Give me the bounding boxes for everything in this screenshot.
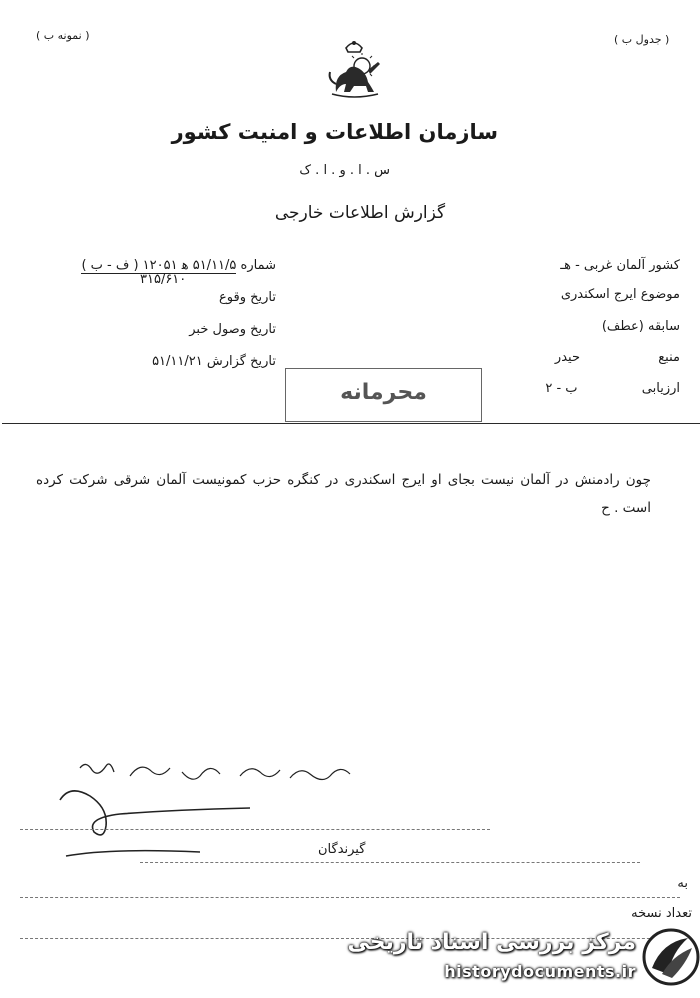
recipients-label: گیرندگان: [318, 842, 366, 857]
footer-dotted-line-1: [20, 829, 490, 830]
country-label: کشور: [649, 258, 680, 273]
archive-title: مرکز بررسی اسناد تاریخی: [347, 930, 636, 955]
archive-url: historydocuments.ir: [444, 962, 636, 981]
header-separator: [2, 423, 700, 424]
receipt-date-field: [189, 322, 276, 337]
subject-label: موضوع: [640, 287, 680, 302]
source-label: منبع: [658, 350, 680, 365]
subject-value: ایرج اسکندری: [560, 287, 637, 302]
number-label: شماره: [240, 258, 276, 273]
form-type-note: ( نمونه ب ): [36, 29, 90, 42]
occurrence-date-field: [219, 290, 276, 305]
source-value: حیدر: [554, 350, 580, 365]
handwritten-note: [110, 756, 360, 790]
source-field: [555, 350, 680, 365]
number-value: ۵۱/۱۱/۵ ه‍ ۱۲۰۵۱ ( ف - ب ): [81, 258, 237, 273]
report-date-label: تاریخ گزارش: [206, 354, 276, 369]
to-label: به: [677, 876, 688, 891]
copies-label: تعداد نسخه: [631, 906, 692, 921]
footer-dotted-line-2: [140, 862, 640, 863]
organization-abbreviation: س . ا . و . ا . ک: [299, 163, 390, 178]
confidential-stamp-text: محرمانه: [340, 380, 427, 405]
report-date-value: ۵۱/۱۱/۲۱: [152, 354, 203, 369]
receipt-date-label: تاریخ وصول خبر: [189, 322, 276, 337]
rating-label: ارزیابی: [641, 381, 680, 396]
rating-value: ب - ۲: [545, 381, 578, 396]
confidential-stamp: [285, 368, 482, 422]
report-body-text: چون رادمنش در آلمان نیست بجای او ایرج اسکندری در کنگره حزب کمونیست آلمان شرقی شرکت کرده است . ح: [36, 472, 651, 516]
archive-watermark: [347, 926, 700, 998]
subject-field: [561, 287, 680, 302]
reference-field: [602, 319, 680, 334]
rating-field: [545, 381, 680, 396]
reference-label: سابقه (عطف): [601, 319, 680, 334]
report-date-field: [152, 354, 276, 369]
country-value: آلمان غربی - هـ: [560, 258, 646, 273]
report-title: گزارش اطلاعات خارجی: [274, 203, 446, 223]
occurrence-date-label: تاریخ وقوع: [219, 290, 276, 305]
number-field: [81, 258, 276, 273]
footer-dotted-line-3: [20, 897, 680, 898]
table-type-note: ( جدول ب ): [614, 33, 670, 46]
organization-name: سازمان اطلاعات و امنیت کشور: [171, 120, 498, 144]
country-field: [560, 258, 680, 273]
secondary-number: ۳۱۵/۶۱۰: [140, 272, 187, 287]
lion-and-sun-emblem: [324, 36, 384, 102]
archive-logo-icon: [642, 928, 700, 986]
